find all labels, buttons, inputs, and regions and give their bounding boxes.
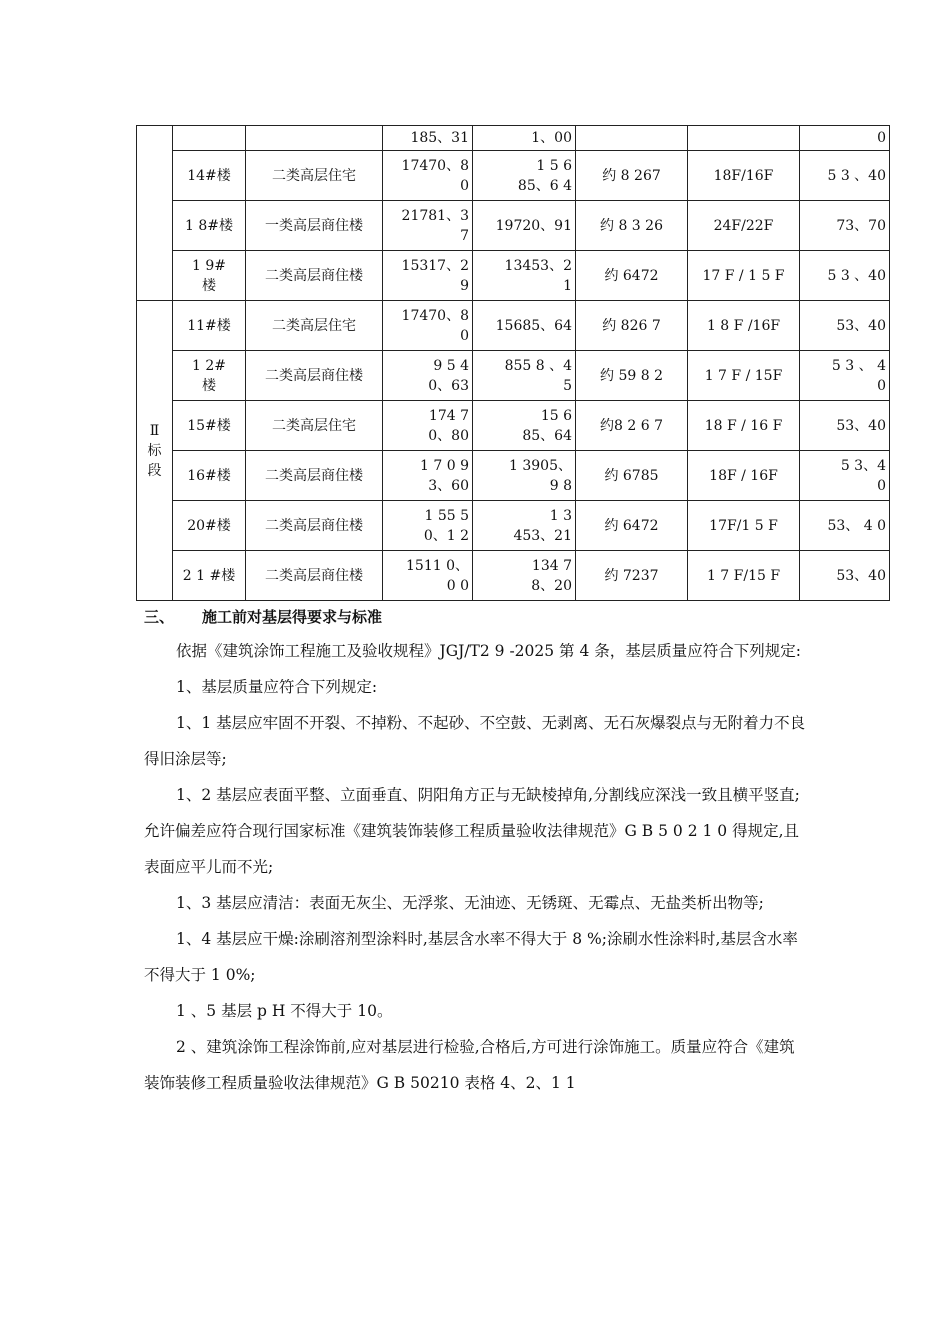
approx-cell bbox=[576, 126, 688, 151]
building-cell: 16#楼 bbox=[173, 451, 246, 501]
height-cell: 53、 4 0 bbox=[800, 501, 890, 551]
area2-cell: 15 6 85、64 bbox=[473, 401, 576, 451]
type-cell: 二类高层住宅 bbox=[246, 301, 383, 351]
section-cell bbox=[137, 126, 173, 301]
floors-cell: 18F/16F bbox=[688, 151, 800, 201]
area1-cell: 21781、3 7 bbox=[383, 201, 473, 251]
approx-cell: 约 826 7 bbox=[576, 301, 688, 351]
paragraph: 1 、5 基层 p H 不得大于 10。 bbox=[176, 1002, 393, 1020]
area1-cell: 174 7 0、80 bbox=[383, 401, 473, 451]
approx-cell: 约 7237 bbox=[576, 551, 688, 601]
building-cell: 1 8#楼 bbox=[173, 201, 246, 251]
area1-cell: 9 5 4 0、63 bbox=[383, 351, 473, 401]
building-data-table bbox=[136, 125, 890, 601]
approx-cell: 约 59 8 2 bbox=[576, 351, 688, 401]
section-number: 三、 bbox=[144, 608, 175, 626]
area1-cell: 17470、8 0 bbox=[383, 151, 473, 201]
table-row bbox=[137, 151, 890, 201]
table-row bbox=[137, 251, 890, 301]
floors-cell: 18F / 16F bbox=[688, 451, 800, 501]
area2-cell: 1 3905、 9 8 bbox=[473, 451, 576, 501]
paragraph: 依据《建筑涂饰工程施工及验收规程》JGJ/T2 9 -2025 第 4 条，基层质量应符合下列规定: bbox=[176, 642, 801, 660]
height-cell: 53、40 bbox=[800, 301, 890, 351]
type-cell: 二类高层住宅 bbox=[246, 151, 383, 201]
type-cell: 二类高层住宅 bbox=[246, 401, 383, 451]
area1-cell: 1511 0、 0 0 bbox=[383, 551, 473, 601]
type-cell: 二类高层商住楼 bbox=[246, 351, 383, 401]
table-row bbox=[137, 451, 890, 501]
type-cell: 一类高层商住楼 bbox=[246, 201, 383, 251]
body-text bbox=[144, 633, 809, 1101]
type-cell: 二类高层商住楼 bbox=[246, 501, 383, 551]
table-row bbox=[137, 126, 890, 151]
floors-cell: 17 F / 1 5 F bbox=[688, 251, 800, 301]
paragraph: 1、1 基层应牢固不开裂、不掉粉、不起砂、不空鼓、无剥离、无石灰爆裂点与无附着力不良得旧涂层等; bbox=[144, 714, 806, 768]
area2-cell: 855 8 、4 5 bbox=[473, 351, 576, 401]
building-cell: 14#楼 bbox=[173, 151, 246, 201]
area2-cell: 134 7 8、20 bbox=[473, 551, 576, 601]
area2-cell: 15685、64 bbox=[473, 301, 576, 351]
table-row bbox=[137, 551, 890, 601]
area2-cell: 1 3 453、21 bbox=[473, 501, 576, 551]
section-heading bbox=[144, 606, 382, 627]
height-cell: 5 3 、40 bbox=[800, 151, 890, 201]
paragraph: 1、2 基层应表面平整、立面垂直、阴阳角方正与无缺棱掉角,分割线应深浅一致且横平竖直;允许偏差应符合现行国家标准《建筑装饰装修工程质量验收法律规范》G B 5 0 2 1 0 得规定,且表面应平儿而不光; bbox=[144, 786, 800, 876]
floors-cell: 1 8 F /16F bbox=[688, 301, 800, 351]
section-cell: Ⅱ 标 段 bbox=[137, 301, 173, 601]
building-cell bbox=[173, 126, 246, 151]
building-cell: 1 9# 楼 bbox=[173, 251, 246, 301]
height-cell: 73、70 bbox=[800, 201, 890, 251]
type-cell: 二类高层商住楼 bbox=[246, 451, 383, 501]
table-row bbox=[137, 201, 890, 251]
area2-cell: 19720、91 bbox=[473, 201, 576, 251]
height-cell: 53、40 bbox=[800, 551, 890, 601]
area2-cell: 13453、2 1 bbox=[473, 251, 576, 301]
height-cell: 0 bbox=[800, 126, 890, 151]
area2-cell: 1、00 bbox=[473, 126, 576, 151]
approx-cell: 约 8 3 26 bbox=[576, 201, 688, 251]
table-row bbox=[137, 351, 890, 401]
type-cell bbox=[246, 126, 383, 151]
approx-cell: 约 6472 bbox=[576, 501, 688, 551]
building-cell: 11#楼 bbox=[173, 301, 246, 351]
building-cell: 2 1 #楼 bbox=[173, 551, 246, 601]
building-cell: 1 2# 楼 bbox=[173, 351, 246, 401]
paragraph: 1、4 基层应干燥:涂刷溶剂型涂料时,基层含水率不得大于 8 %;涂刷水性涂料时,基层含水率不得大于 1 0%; bbox=[144, 930, 798, 984]
area1-cell: 185、31 bbox=[383, 126, 473, 151]
area1-cell: 1 7 0 9 3、60 bbox=[383, 451, 473, 501]
approx-cell: 约8 2 6 7 bbox=[576, 401, 688, 451]
floors-cell: 1 7 F/15 F bbox=[688, 551, 800, 601]
paragraph: 2 、建筑涂饰工程涂饰前,应对基层进行检验,合格后,方可进行涂饰施工。质量应符合《建筑装饰装修工程质量验收法律规范》G B 50210 表格 4、2、1 1 bbox=[144, 1038, 795, 1092]
paragraph: 1、3 基层应清洁：表面无灰尘、无浮浆、无油迹、无锈斑、无霉点、无盐类析出物等; bbox=[176, 894, 764, 912]
building-cell: 15#楼 bbox=[173, 401, 246, 451]
floors-cell: 1 7 F / 15F bbox=[688, 351, 800, 401]
height-cell: 53、40 bbox=[800, 401, 890, 451]
height-cell: 5 3、4 0 bbox=[800, 451, 890, 501]
floors-cell: 24F/22F bbox=[688, 201, 800, 251]
table-row bbox=[137, 401, 890, 451]
type-cell: 二类高层商住楼 bbox=[246, 551, 383, 601]
floors-cell: 17F/1 5 F bbox=[688, 501, 800, 551]
area1-cell: 17470、8 0 bbox=[383, 301, 473, 351]
paragraph: 1、基层质量应符合下列规定: bbox=[176, 678, 378, 696]
height-cell: 5 3 、 4 0 bbox=[800, 351, 890, 401]
area2-cell: 1 5 6 85、6 4 bbox=[473, 151, 576, 201]
approx-cell: 约 6785 bbox=[576, 451, 688, 501]
approx-cell: 约 8 267 bbox=[576, 151, 688, 201]
floors-cell bbox=[688, 126, 800, 151]
table-row bbox=[137, 501, 890, 551]
building-cell: 20#楼 bbox=[173, 501, 246, 551]
area1-cell: 1 55 5 0、1 2 bbox=[383, 501, 473, 551]
height-cell: 5 3 、40 bbox=[800, 251, 890, 301]
area1-cell: 15317、2 9 bbox=[383, 251, 473, 301]
section-title: 施工前对基层得要求与标准 bbox=[202, 608, 383, 626]
floors-cell: 18 F / 16 F bbox=[688, 401, 800, 451]
table-row bbox=[137, 301, 890, 351]
approx-cell: 约 6472 bbox=[576, 251, 688, 301]
type-cell: 二类高层商住楼 bbox=[246, 251, 383, 301]
